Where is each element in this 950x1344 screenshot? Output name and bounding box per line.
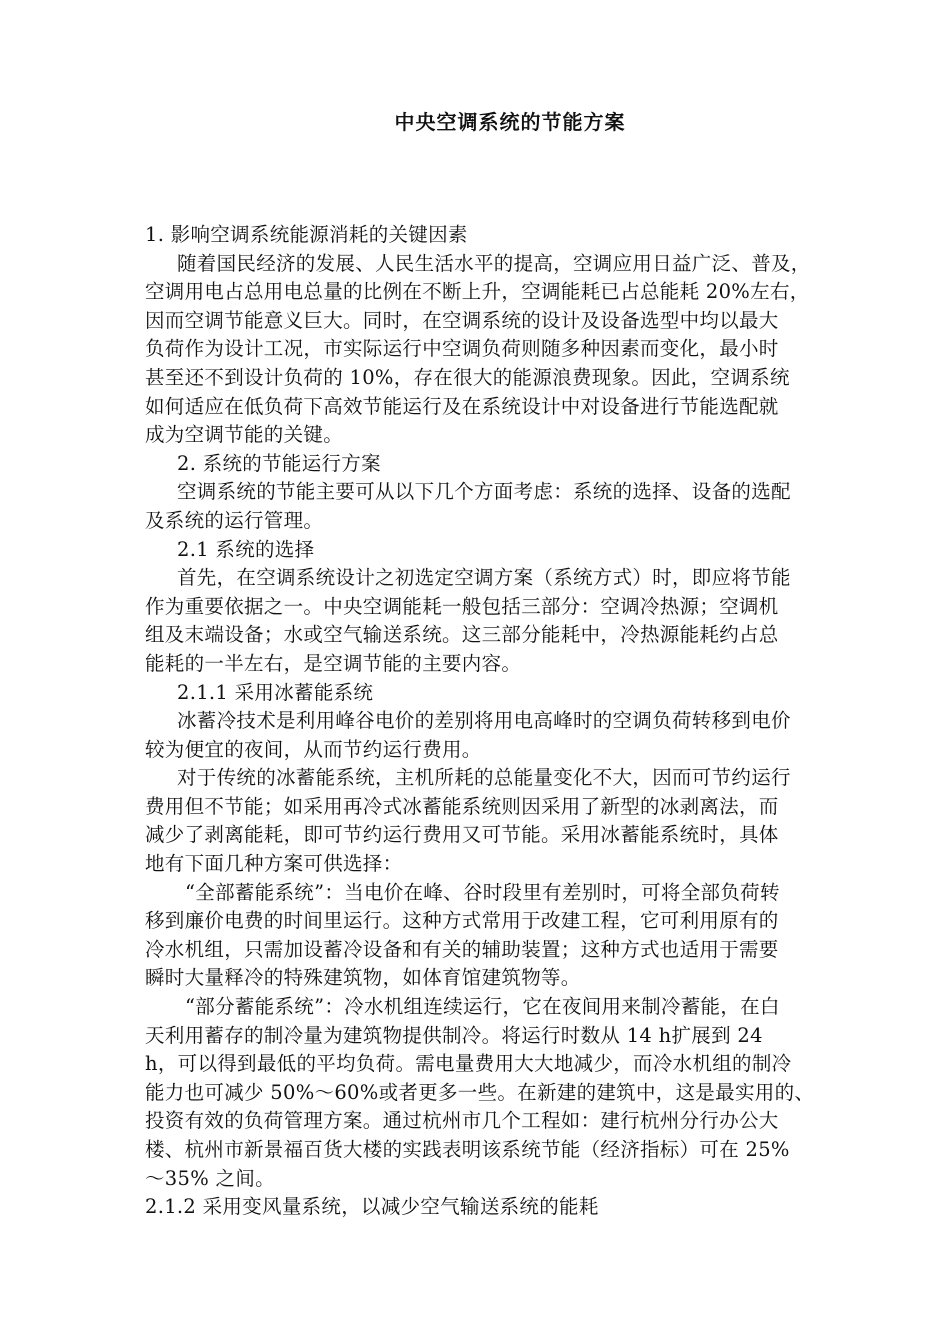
paragraph-line: 冰蓄冷技术是利用峰谷电价的差别将用电高峰时的空调负荷转移到电价 — [177, 709, 791, 733]
document-body — [145, 221, 885, 1222]
section-heading-2-1-2: 2.1.2 采用变风量系统，以减少空气输送系统的能耗 — [145, 1195, 599, 1219]
paragraph-line: 首先，在空调系统设计之初选定空调方案（系统方式）时，即应将节能 — [177, 566, 791, 590]
paragraph-line: “全部蓄能系统”：当电价在峰、谷时段里有差别时，可将全部负荷转 — [185, 880, 780, 904]
paragraph-line: 地有下面几种方案可供选择： — [145, 852, 403, 876]
paragraph-line: “部分蓄能系统”：冷水机组连续运行，它在夜间用来制冷蓄能，在白 — [185, 995, 780, 1019]
section-heading-2-1-1: 2.1.1 采用冰蓄能系统 — [177, 680, 374, 704]
paragraph-line: 对于传统的冰蓄能系统，主机所耗的总能量变化不大，因而可节约运行 — [177, 766, 791, 790]
paragraph-line: 甚至还不到设计负荷的 10%，存在很大的能源浪费现象。因此，空调系统 — [145, 365, 790, 389]
paragraph-line: 因而空调节能意义巨大。同时，在空调系统的设计及设备选型中均以最大 — [145, 308, 779, 332]
paragraph-line: 如何适应在低负荷下高效节能运行及在系统设计中对设备进行节能选配就 — [145, 394, 779, 418]
document-title: 中央空调系统的节能方案 — [394, 110, 626, 134]
paragraph-line: 天利用蓄存的制冷量为建筑物提供制冷。将运行时数从 14 h扩展到 24 — [145, 1023, 763, 1047]
paragraph-line: 空调系统的节能主要可从以下几个方面考虑：系统的选择、设备的选配 — [177, 480, 791, 504]
paragraph-line: 空调用电占总用电总量的比例在不断上升，空调能耗已占总能耗 20%左右， — [145, 280, 810, 304]
paragraph-line: 负荷作为设计工况，市实际运行中空调负荷则随多种因素而变化，最小时 — [145, 337, 779, 361]
section-heading-2: 2. 系统的节能运行方案 — [177, 451, 381, 475]
paragraph-line: 较为便宜的夜间，从而节约运行费用。 — [145, 737, 482, 761]
section-heading-1: 1. 影响空调系统能源消耗的关键因素 — [145, 223, 468, 246]
paragraph-line: 移到廉价电费的时间里运行。这种方式常用于改建工程，它可利用原有的 — [145, 909, 779, 933]
paragraph-line: 投资有效的负荷管理方案。通过杭州市几个工程如：建行杭州分行办公大 — [145, 1109, 779, 1133]
paragraph-line: h，可以得到最低的平均负荷。需电量费用大大地减少，而冷水机组的制冷 — [145, 1052, 792, 1076]
paragraph-line: 瞬时大量释冷的特殊建筑物，如体育馆建筑物等。 — [145, 966, 581, 990]
paragraph-line: 成为空调节能的关键。 — [145, 423, 344, 447]
paragraph-line: 减少了剥离能耗，即可节约运行费用又可节能。采用冰蓄能系统时，具体 — [145, 823, 779, 847]
paragraph-line: 能耗的一半左右，是空调节能的主要内容。 — [145, 651, 522, 675]
paragraph-line: ～35% 之间。 — [145, 1166, 275, 1190]
paragraph-line: 作为重要依据之一。中央空调能耗一般包括三部分：空调冷热源；空调机 — [145, 594, 779, 618]
paragraph-line: 随着国民经济的发展、人民生活水平的提高，空调应用日益广泛、普及， — [177, 251, 811, 275]
paragraph-line: 组及末端设备；水或空气输送系统。这三部分能耗中，冷热源能耗约占总 — [145, 623, 779, 647]
section-heading-2-1: 2.1 系统的选择 — [177, 537, 315, 561]
paragraph-line: 及系统的运行管理。 — [145, 508, 324, 532]
paragraph-line: 费用但不节能；如采用再冷式冰蓄能系统则因采用了新型的冰剥离法，而 — [145, 794, 779, 818]
paragraph-line: 能力也可减少 50%～60%或者更多一些。在新建的建筑中，这是最实用的、 — [145, 1080, 815, 1104]
paragraph-line: 楼、杭州市新景福百货大楼的实践表明该系统节能（经济指标）可在 25% — [145, 1138, 790, 1161]
paragraph-line: 冷水机组，只需加设蓄冷设备和有关的辅助装置；这种方式也适用于需要 — [145, 937, 779, 961]
